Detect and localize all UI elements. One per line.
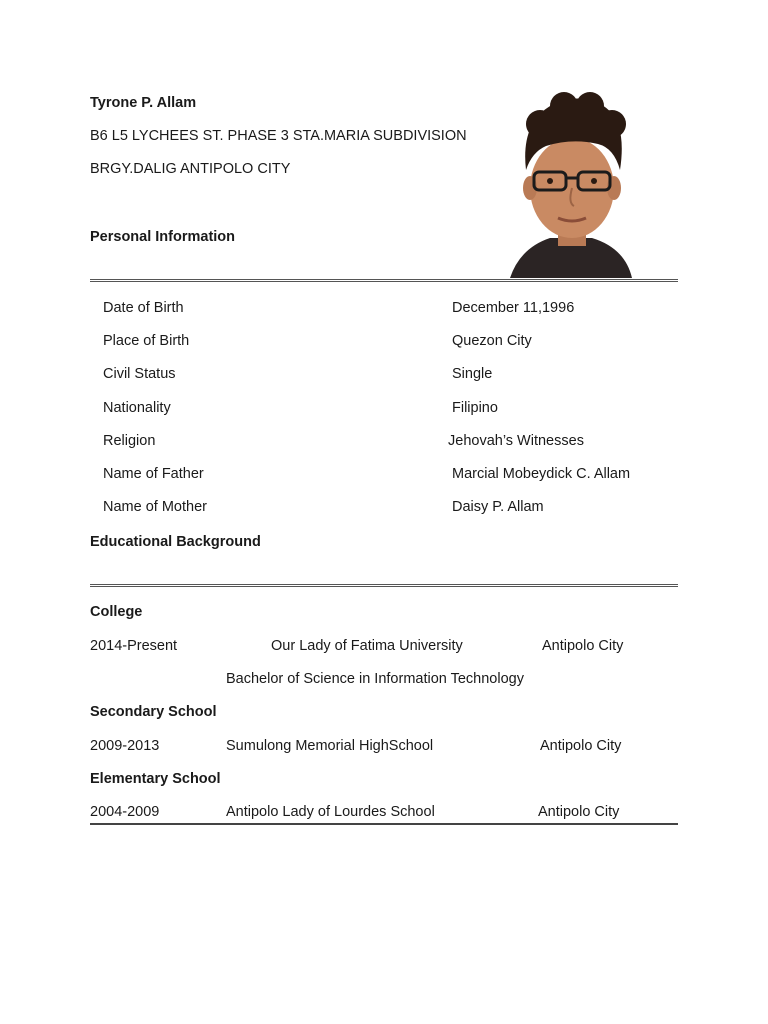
row-label-father: Name of Father bbox=[103, 466, 204, 482]
row-label-dob: Date of Birth bbox=[103, 300, 184, 316]
row-label-religion: Religion bbox=[103, 433, 156, 449]
row-value-nationality: Filipino bbox=[452, 400, 498, 416]
address-line-2: BRGY.DALIG ANTIPOLO CITY bbox=[90, 161, 291, 177]
personal-divider bbox=[90, 279, 678, 282]
elementary-city: Antipolo City bbox=[538, 804, 620, 820]
row-label-mother: Name of Mother bbox=[103, 499, 207, 515]
portrait-icon bbox=[480, 88, 662, 278]
college-heading: College bbox=[90, 604, 143, 620]
row-value-religion: Jehovah’s Witnesses bbox=[448, 433, 584, 449]
row-label-nationality: Nationality bbox=[103, 400, 171, 416]
elementary-years: 2004-2009 bbox=[90, 804, 160, 820]
secondary-school: Sumulong Memorial HighSchool bbox=[226, 738, 434, 754]
profile-photo bbox=[480, 88, 662, 278]
education-heading: Educational Background bbox=[90, 534, 261, 550]
row-label-civil-status: Civil Status bbox=[103, 366, 176, 382]
secondary-years: 2009-2013 bbox=[90, 738, 160, 754]
college-school: Our Lady of Fatima University bbox=[271, 638, 463, 654]
row-value-civil-status: Single bbox=[452, 366, 493, 382]
education-divider bbox=[90, 584, 678, 587]
row-value-father: Marcial Mobeydick C. Allam bbox=[452, 466, 631, 482]
college-years: 2014-Present bbox=[90, 638, 178, 654]
row-value-dob: December 11,1996 bbox=[452, 300, 575, 316]
secondary-heading: Secondary School bbox=[90, 704, 217, 720]
applicant-name: Tyrone P. Allam bbox=[90, 95, 197, 111]
elementary-school: Antipolo Lady of Lourdes School bbox=[226, 804, 435, 820]
personal-info-heading: Personal Information bbox=[90, 229, 236, 245]
row-label-pob: Place of Birth bbox=[103, 333, 190, 349]
secondary-city: Antipolo City bbox=[540, 738, 622, 754]
address-line-1: B6 L5 LYCHEES ST. PHASE 3 STA.MARIA SUBDIVISION bbox=[90, 128, 467, 144]
elementary-heading: Elementary School bbox=[90, 771, 221, 787]
row-value-pob: Quezon City bbox=[452, 333, 532, 349]
college-city: Antipolo City bbox=[542, 638, 624, 654]
bottom-divider bbox=[90, 823, 678, 825]
college-degree: Bachelor of Science in Information Technology bbox=[226, 671, 524, 687]
row-value-mother: Daisy P. Allam bbox=[452, 499, 544, 515]
